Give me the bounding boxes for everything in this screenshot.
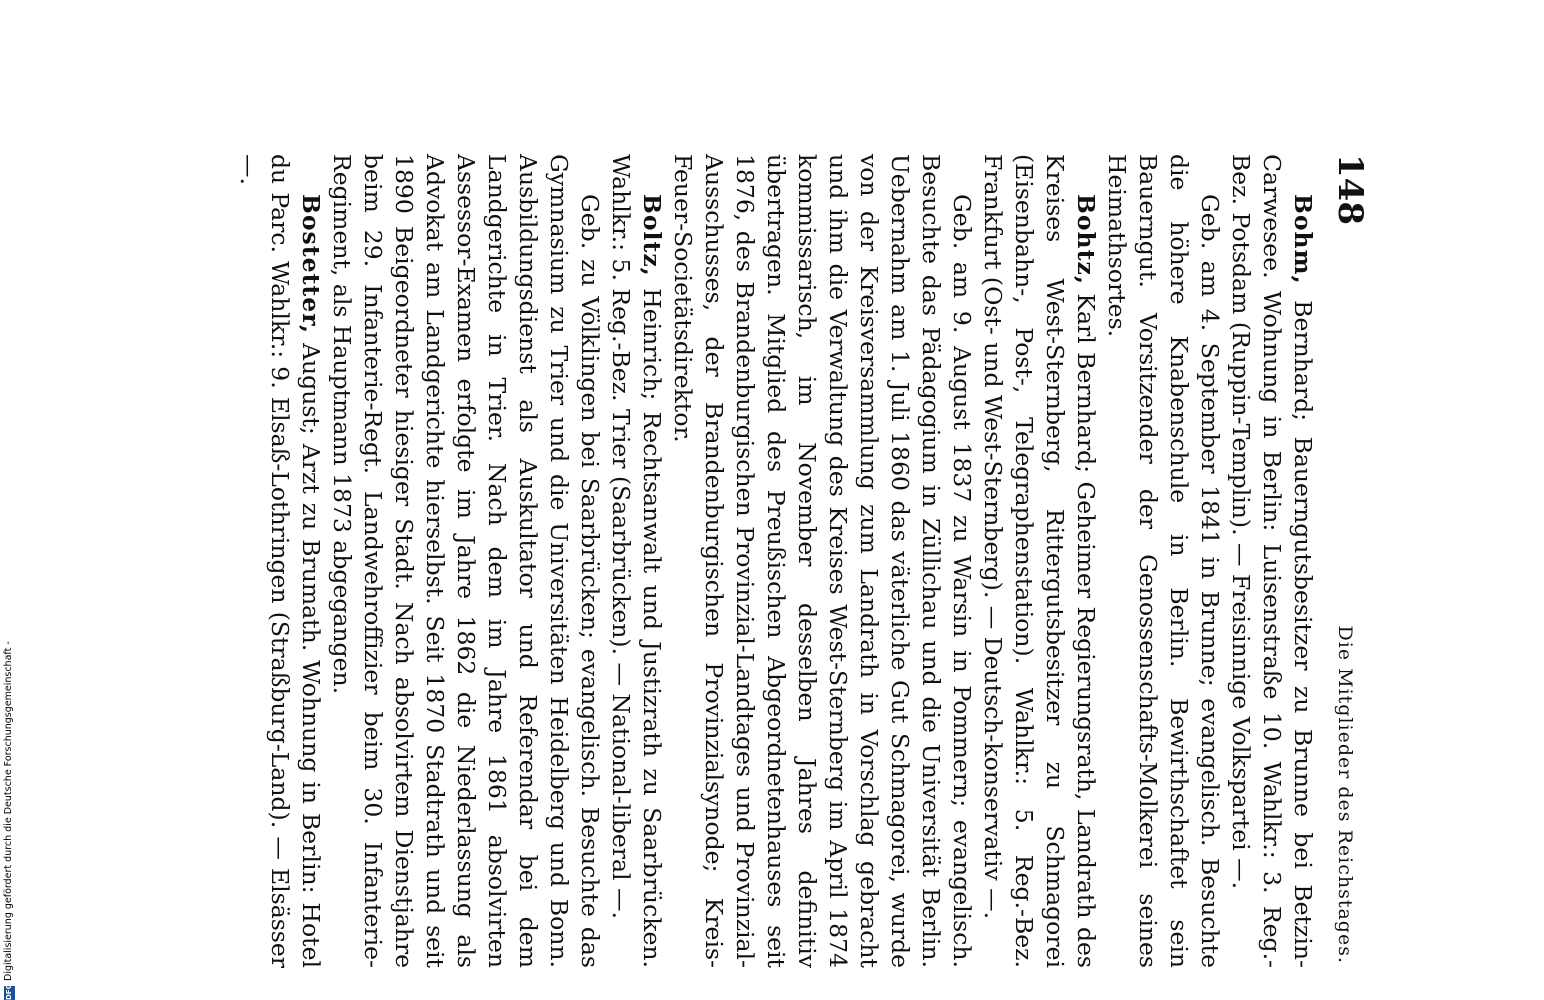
entry-name: Bohtz, <box>1072 194 1100 286</box>
entry-headline <box>977 154 1101 968</box>
entry-biography: Geb. am 9. August 1837 zu Warsin in Pommern; evangelisch. Besuchte das Pädagogium in Züllichau und die Universität Berlin. Uebernahm am 1. Juli 1860 das väterliche Gut Schmagorei, wurde von der Kreisversammlung zum Landrath in Vorschlag gebracht und ihm die Verwaltung des Kreises West-Sternberg im April 1874 kommissarisch, im November desselben Jahres definitiv übertragen. Mitglied des Preußischen Abgeordnetenhauses seit 1876, des Brandenburgischen Provinzial-Landtages und Provinzial-Ausschusses, der Brandenburgischen Provinzialsynode; Kreis-Feuer-Societätsdirektor. <box>669 154 976 968</box>
page-number: 148 <box>1330 154 1370 225</box>
entry-headline <box>1225 154 1318 968</box>
digitization-credit <box>3 600 15 1000</box>
entry-text: Bernhard; Bauerngutsbesitzer zu Brunne bei Betzin-Carwesee. Wohnung in Berlin: Luisenstraße 10. Wahlkr.: 3. Reg.-Bez. Potsdam (Ruppin-Templin). — Freisinnige Volkspartei —. <box>1227 154 1317 968</box>
entry-headline <box>605 154 667 968</box>
entry-name: Bostetter, <box>297 194 325 335</box>
entry-boltz <box>326 154 667 968</box>
entry-name: Bohm, <box>1289 194 1317 285</box>
entry-bohm <box>1101 154 1318 968</box>
entry-name: Boltz, <box>638 194 666 277</box>
book-page <box>150 150 1370 970</box>
entry-bohtz <box>667 154 1101 968</box>
entry-text: Karl Bernhard; Geheimer Regierungsrath, Landrath des Kreises West-Sternberg, Rittergutsbesitzer zu Schmagorei (Eisenbahn-, Post-, Telegraphenstation). Wahlkr.: 5. Reg.-Bez. Frankfurt (Ost- und West-Sternberg). — Deutsch-konservativ —. <box>979 154 1100 968</box>
page-body <box>233 150 1322 970</box>
dfg-logo: DFG <box>4 983 13 1000</box>
entry-biography: Geb. zu Völklingen bei Saarbrücken; evangelisch. Besuchte das Gymnasium zu Trier und die Universitäten Heidelberg und Bonn. Ausbildungsdienst als Auskultator und Referendar bei dem Landgerichte in Trier. Nach dem im Jahre 1861 absolvirten Assessor-Examen erfolgte im Jahre 1862 die Niederlassung als Advokat am Landgerichte hierselbst. Seit 1870 Stadtrath und seit 1890 Beigeordneter hiesiger Stadt. Nach absolvirtem Dienstjahre beim 29. Infanterie-Regt. Landwehroffizier beim 30. Infanterie-Regiment, als Hauptmann 1873 abgegangen. <box>328 154 604 968</box>
entry-biography: Geb. am 4. September 1841 in Brunne; evangelisch. Besuchte die höhere Knabenschule in Berlin. Bewirthschaftet sein Bauerngut. Vorsitzender der Genossenschafts-Molkerei seines Heimathsortes. <box>1103 154 1224 968</box>
credit-text: Digitalisierung gefördert durch die Deutsche Forschungsgemeinschaft - <box>3 641 14 981</box>
entry-headline <box>233 154 326 968</box>
running-head: Die Mitglieder des Reichstages. <box>1334 625 1356 964</box>
page-header <box>1322 150 1370 970</box>
entry-bostetter <box>233 154 326 968</box>
entry-text: August; Arzt zu Brumath. Wohnung in Berlin: Hotel du Parc. Wahlkr.: 9. Elsaß-Lothringen (Straßburg-Land). — Elsässer —. <box>235 154 325 968</box>
entry-text: Heinrich; Rechtsanwalt und Justizrath zu Saarbrücken. Wahlkr.: 5. Reg.-Bez. Trier (Saarbrücken). — National-liberal —. <box>607 154 666 968</box>
